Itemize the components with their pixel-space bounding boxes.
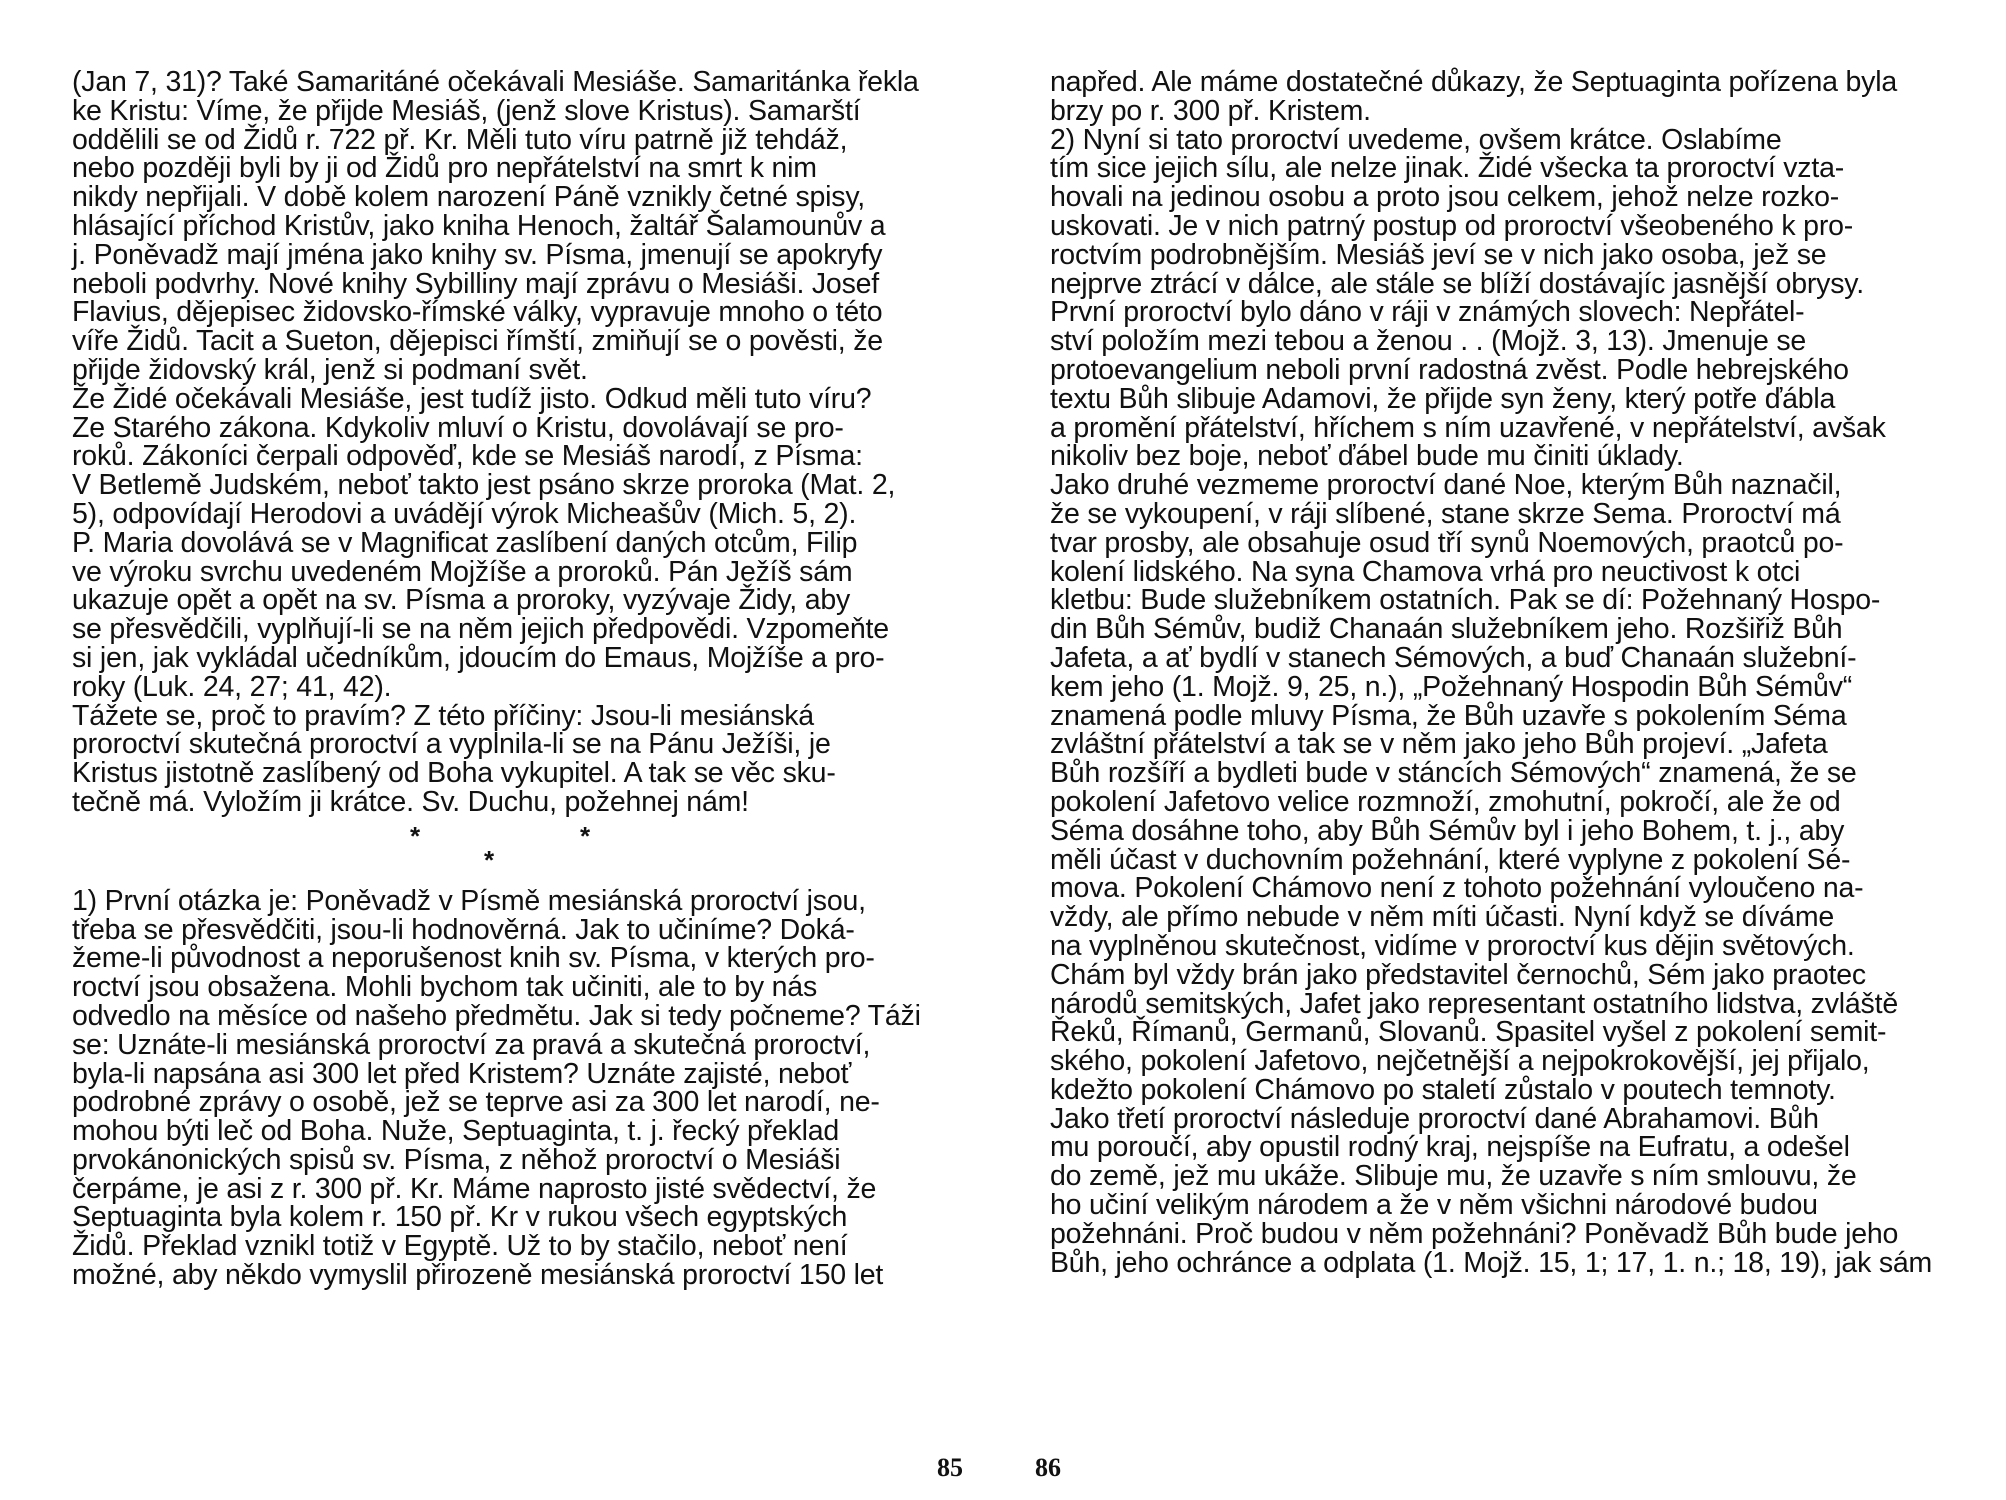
text-line: znamená podle mluvy Písma, že Bůh uzavře s pokolením Séma (1050, 699, 1847, 732)
text-line: Septuaginta byla kolem r. 150 př. Kr v rukou všech egyptských (72, 1201, 848, 1234)
asterisk: * (484, 844, 495, 875)
text-line: ho učiní velikým národem a že v něm všichni národové budou (1050, 1189, 1818, 1222)
text-line: mova. Pokolení Chámovo není z tohoto požehnání vyloučeno na- (1050, 872, 1864, 905)
right-page (1050, 68, 2000, 1277)
text-line: První proroctví bylo dáno v ráji v známých slovech: Nepřátel- (1050, 296, 1805, 329)
text-line: Jako třetí proroctví následuje proroctví dané Abrahamovi. Bůh (1050, 1102, 1819, 1135)
text-line: nikdy nepřijali. V době kolem narození Páně vznikly četné spisy, (72, 181, 866, 214)
text-line: žeme-li původnost a neporušenost knih sv. Písma, v kterých pro- (72, 942, 875, 975)
text-line: požehnáni. Proč budou v něm požehnáni? Poněvadž Bůh bude jeho (1050, 1217, 1899, 1250)
text-line: kletbu: Bude služebníkem ostatních. Pak se dí: Požehnaný Hospo- (1050, 584, 1881, 617)
text-line: vždy, ale přímo nebude v něm míti účasti. Nyní když se díváme (1050, 901, 1835, 934)
text-line: Kristus jistotně zaslíbený od Boha vykupitel. A tak se věc sku- (72, 757, 836, 790)
text-line: Séma dosáhne toho, aby Bůh Sémův byl i jeho Bohem, t. j., aby (1050, 814, 1845, 847)
text-line: možné, aby někdo vymyslil přirozeně mesiánská proroctví 150 let (72, 1259, 884, 1292)
text-line: protoevangelium neboli první radostná zvěst. Podle hebrejského (1050, 353, 1849, 386)
text-line: že se vykoupení, v ráji slíbené, stane skrze Sema. Proroctví má (1050, 497, 1841, 530)
left-page-text-part-1 (72, 68, 1022, 817)
section-separator (72, 817, 1022, 873)
text-line: kdežto pokolení Chámovo po staletí zůstalo v poutech temnoty. (1050, 1073, 1836, 1106)
text-line: roctvím podrobnějším. Mesiáš jeví se v nich jako osoba, jež se (1050, 238, 1827, 271)
text-line: Židů. Překlad vznikl totiž v Egyptě. Už to by stačilo, neboť není (72, 1230, 848, 1263)
text-line: roky (Luk. 24, 27; 41, 42). (72, 670, 392, 703)
text-line: din Bůh Sémův, budiž Chanaán služebníkem jeho. Rozšiřiž Bůh (1050, 613, 1843, 646)
text-line: 2) Nyní si tato proroctví uvedeme, ovšem krátce. Oslabíme (1050, 123, 1782, 156)
text-line: si jen, jak vykládal učedníkům, jdoucím do Emaus, Mojžíše a pro- (72, 641, 885, 674)
text-line: ke Kristu: Víme, že přijde Mesiáš, (jenž slove Kristus). Samarští (72, 94, 861, 127)
text-line: zvláštní přátelství a tak se v něm jako jeho Bůh projeví. „Jafeta (1050, 728, 1828, 761)
text-line: hovali na jedinou osobu a proto jsou celkem, jehož nelze rozko- (1050, 181, 1840, 214)
text-line: textu Bůh slibuje Adamovi, že přijde syn ženy, který potře ďábla (1050, 382, 1836, 415)
text-line: ství položím mezi tebou a ženou . . (Mojž. 3, 13). Jmenuje se (1050, 325, 1807, 358)
text-line: měli účast v duchovním požehnání, které vyplyne z pokolení Sé- (1050, 843, 1851, 876)
text-line: víře Židů. Tacit a Sueton, dějepisci římští, zmiňují se o pověsti, že (72, 325, 883, 358)
text-line: napřed. Ale máme dostatečné důkazy, že Septuaginta pořízena byla (1050, 66, 1897, 98)
text-line: proroctví skutečná proroctví a vyplnila-li se na Pánu Ježíši, je (72, 728, 831, 761)
text-line: kem jeho (1. Mojž. 9, 25, n.), „Požehnaný Hospodin Bůh Sémův“ (1050, 670, 1853, 703)
text-line: národů semitských, Jafet jako representant ostatního lidstva, zvláště (1050, 987, 1898, 1020)
text-line: hlásající příchod Kristův, jako kniha Henoch, žaltář Šalamounův a (72, 209, 886, 242)
text-line: byla-li napsána asi 300 let před Kristem? Uznáte zajisté, neboť (72, 1057, 852, 1090)
text-line: kolení lidského. Na syna Chamova vrhá pro neuctivost k otci (1050, 555, 1801, 588)
left-page-text-part-2 (72, 884, 1022, 1292)
page-number-right: 86 (1035, 1453, 1061, 1482)
text-line: Jako druhé vezmeme proroctví dané Noe, kterým Bůh naznačil, (1050, 469, 1842, 502)
text-line: P. Maria dovolává se v Magnificat zaslíbení daných otcům, Filip (72, 526, 858, 559)
text-line: Bůh rozšíří a bydleti bude v stáncích Sémových“ znamená, že se (1050, 757, 1857, 790)
page-number-left: 85 (937, 1453, 963, 1482)
text-line: Řeků, Římanů, Germanů, Slovanů. Spasitel vyšel z pokolení semit- (1050, 1016, 1887, 1049)
asterisk: * (580, 820, 591, 851)
text-line: tečně má. Vyložím ji krátce. Sv. Duchu, požehnej nám! (72, 785, 749, 818)
text-line: čerpáme, je asi z r. 300 př. Kr. Máme naprosto jisté svědectví, že (72, 1172, 877, 1205)
text-line: nikoliv bez boje, neboť ďábel bude mu činiti úklady. (1050, 440, 1684, 473)
text-line: Ze Starého zákona. Kdykoliv mluví o Kristu, dovolávají se pro- (72, 411, 844, 444)
text-line: ského, pokolení Jafetovo, nejčetnější a nejpokrokovější, jej přijalo, (1050, 1045, 1870, 1078)
text-line: 5), odpovídají Herodovi a uvádějí výrok Micheašův (Mich. 5, 2). (72, 497, 857, 530)
text-line: pokolení Jafetovo velice rozmnoží, zmohutní, pokročí, ale že od (1050, 785, 1841, 818)
text-line: Tážete se, proč to pravím? Z této příčiny: Jsou-li mesiánská (72, 699, 814, 732)
text-line: prvokánonických spisů sv. Písma, z něhož proroctví o Mesiáši (72, 1143, 841, 1176)
text-line: a promění přátelství, hříchem s ním uzavřené, v nepřátelství, avšak (1050, 411, 1886, 444)
text-line: ve výroku svrchu uvedeném Mojžíše a proroků. Pán Ježíš sám (72, 555, 853, 588)
text-line: uskovati. Je v nich patrný postup od proroctví všeobeného k pro- (1050, 209, 1854, 242)
text-line: Jafeta, a ať bydlí v stanech Sémových, a buď Chanaán služební- (1050, 641, 1857, 674)
text-line: Že Židé očekávali Mesiáše, jest tudíž jisto. Odkud měli tuto víru? (72, 382, 872, 415)
text-line: V Betlemě Judském, neboť takto jest psáno skrze proroka (Mat. 2, (72, 469, 896, 502)
text-line: (Jan 7, 31)? Také Samaritáné očekávali Mesiáše. Samaritánka řekla (72, 66, 919, 98)
text-line: mu poroučí, aby opustil rodný kraj, nejspíše na Eufratu, a odešel (1050, 1131, 1850, 1164)
right-page-text (1050, 68, 2000, 1277)
text-line: brzy po r. 300 př. Kristem. (1050, 94, 1371, 127)
text-line: tím sice jejich sílu, ale nelze jinak. Židé všecka ta proroctví vzta- (1050, 152, 1845, 185)
text-line: tvar prosby, ale obsahuje osud tří synů Noemových, praotců po- (1050, 526, 1844, 559)
text-line: nejprve ztrácí v dálce, ale stále se blíží dostávajíc jasnější obrysy. (1050, 267, 1864, 300)
text-line: roctví jsou obsažena. Mohli bychom tak učiniti, ale to by nás (72, 971, 818, 1004)
text-line: mohou býti leč od Boha. Nuže, Septuaginta, t. j. řecký překlad (72, 1115, 840, 1148)
text-line: se přesvědčili, vyplňují-li se na něm jejich předpovědi. Vzpomeňte (72, 613, 889, 646)
text-line: se: Uznáte-li mesiánská proroctví za pravá a skutečná proroctví, (72, 1028, 871, 1061)
text-line: Flavius, dějepisec židovsko-římské války, vypravuje mnoho o této (72, 296, 883, 329)
text-line: roků. Zákoníci čerpali odpověď, kde se Mesiáš narodí, z Písma: (72, 440, 863, 473)
text-line: do země, jež mu ukáže. Slibuje mu, že uzavře s ním smlouvu, že (1050, 1160, 1857, 1193)
text-line: odvedlo na měsíce od našeho předmětu. Jak si tedy počneme? Táži (72, 999, 921, 1032)
text-line: Chám byl vždy brán jako představitel černochů, Sém jako praotec (1050, 958, 1866, 991)
text-line: neboli podvrhy. Nové knihy Sybilliny mají zprávu o Mesiáši. Josef (72, 267, 880, 300)
asterisk: * (410, 820, 421, 851)
text-line: ukazuje opět a opět na sv. Písma a proroky, vyzývaje Židy, aby (72, 584, 851, 617)
text-line: 1) První otázka je: Poněvadž v Písmě mesiánská proroctví jsou, (72, 884, 866, 917)
text-line: Bůh, jeho ochránce a odplata (1. Mojž. 15, 1; 17, 1. n.; 18, 19), jak sám (1050, 1246, 1933, 1279)
left-page (72, 68, 1022, 1290)
text-line: podrobné zprávy o osobě, jež se teprve asi za 300 let narodí, ne- (72, 1086, 880, 1119)
text-line: j. Poněvadž mají jména jako knihy sv. Písma, jmenují se apokryfy (72, 238, 883, 271)
text-line: na vyplněnou skutečnost, vidíme v proroctví kus dějin světových. (1050, 929, 1855, 962)
text-line: třeba se přesvědčiti, jsou-li hodnověrná. Jak to učiníme? Doká- (72, 913, 855, 946)
text-line: oddělili se od Židů r. 722 př. Kr. Měli tuto víru patrně již tehdáž, (72, 123, 848, 156)
text-line: nebo později byli by ji od Židů pro nepřátelství na smrt k nim (72, 152, 817, 185)
text-line: přijde židovský král, jenž si podmaní svět. (72, 353, 588, 386)
